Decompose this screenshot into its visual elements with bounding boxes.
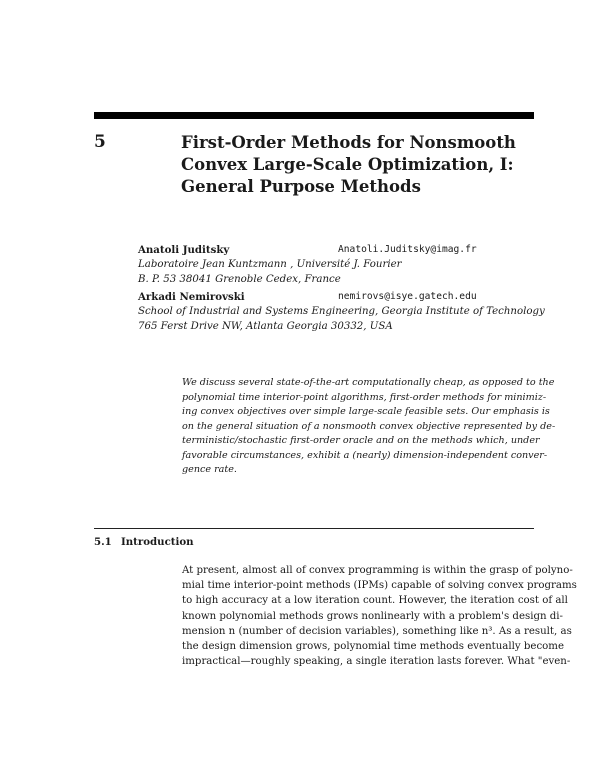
author-affiliation-line: 765 Ferst Drive NW, Atlanta Georgia 30332, USA xyxy=(138,320,393,332)
abstract xyxy=(182,376,556,478)
abstract-line: terministic/stochastic first-order oracle and on the methods which, under xyxy=(182,435,540,446)
section-number: 5.1 xyxy=(94,536,112,548)
author-affiliation-line: School of Industrial and Systems Engineering, Georgia Institute of Technology xyxy=(138,306,545,317)
body-line: At present, almost all of convex programming is within the grasp of polyno- xyxy=(182,565,573,576)
abstract-line: gence rate. xyxy=(182,464,237,475)
chapter-title xyxy=(181,132,531,198)
author-affiliation-line: Laboratoire Jean Kuntzmann , Université J. Fourier xyxy=(138,259,402,270)
section-title: Introduction xyxy=(121,536,194,548)
abstract-line: ing convex objectives over simple large-scale feasible sets. Our emphasis is xyxy=(182,406,550,417)
abstract-line: polynomial time interior-point algorithms, first-order methods for minimiz- xyxy=(182,391,547,403)
author-email: Anatoli.Juditsky@imag.fr xyxy=(338,244,477,255)
author-name: Arkadi Nemirovski xyxy=(138,291,245,303)
section-rule xyxy=(94,528,534,529)
abstract-line: on the general situation of a nonsmooth convex objective represented by de- xyxy=(182,420,556,432)
body-line: the design dimension grows, polynomial time methods eventually become xyxy=(182,641,564,653)
chapter-title-line: First-Order Methods for Nonsmooth xyxy=(181,133,516,152)
author-affiliation-line: B. P. 53 38041 Grenoble Cedex, France xyxy=(138,273,341,285)
chapter-top-rule xyxy=(94,112,534,119)
body-line: known polynomial methods grows nonlinearly with a problem's design di- xyxy=(182,610,563,622)
author-email: nemirovs@isye.gatech.edu xyxy=(338,291,477,302)
section-heading xyxy=(94,536,194,548)
author-block xyxy=(138,291,545,334)
author-block xyxy=(138,244,534,287)
chapter-title-line: General Purpose Methods xyxy=(181,177,421,196)
chapter-number: 5 xyxy=(94,132,106,152)
body-line: mension n (number of decision variables), something like n³. As a result, as xyxy=(182,625,572,637)
abstract-line: favorable circumstances, exhibit a (nearly) dimension-independent conver- xyxy=(182,449,548,461)
abstract-line: We discuss several state-of-the-art computationally cheap, as opposed to the xyxy=(182,377,555,388)
body-line: to high accuracy at a low iteration count. However, the iteration cost of all xyxy=(182,595,568,607)
body-line: impractical—roughly speaking, a single iteration lasts forever. What "even- xyxy=(182,656,571,668)
body-line: mial time interior-point methods (IPMs) capable of solving convex programs xyxy=(182,580,577,592)
author-name: Anatoli Juditsky xyxy=(138,244,230,256)
body-paragraph xyxy=(182,563,577,669)
chapter-title-line: Convex Large-Scale Optimization, I: xyxy=(181,155,514,174)
